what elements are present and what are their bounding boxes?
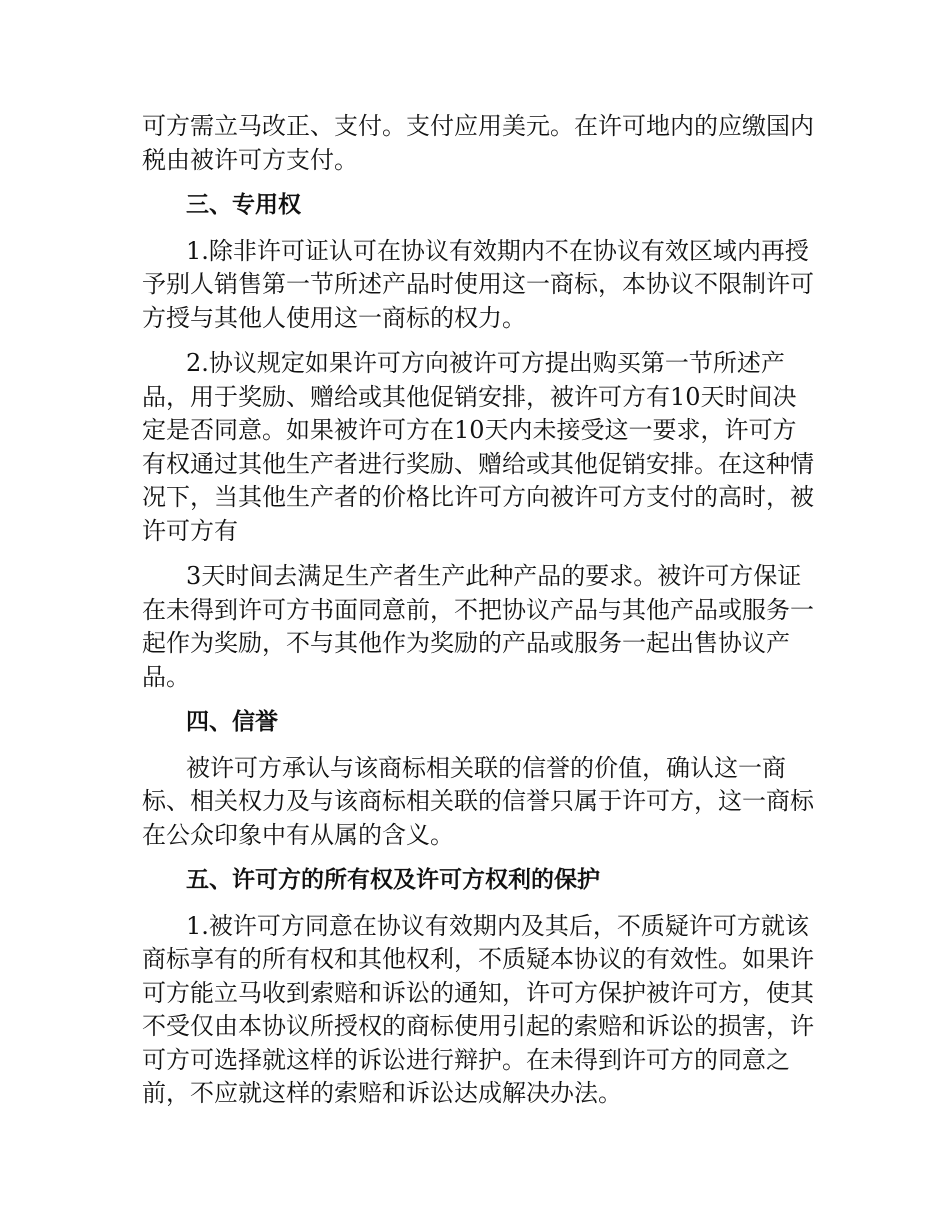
paragraph-exclusive-rights-2: 2.协议规定如果许可方向被许可方提出购买第一节所述产品，用于奖励、赠给或其他促销安排，被许可方有10天时间决定是否同意。如果被许可方在10天内未接受这一要求，许可方有权通过其他生产者进行奖励、赠给或其他促销安排。在这种情况下，当其他生产者的价格比许可方向被许可方支付的高时，被许可方有 [142,349,814,545]
paragraph-goodwill: 被许可方承认与该商标相关联的信誉的价值，确认这一商标、相关权力及与该商标相关联的信誉只属于许可方，这一商标在公众印象中有从属的含义。 [142,753,814,849]
section-heading-exclusive-rights: 三、专用权 [186,192,301,218]
section-heading-ownership-protection: 五、许可方的所有权及许可方权利的保护 [186,867,600,893]
paragraph-exclusive-rights-1: 1.除非许可证认可在协议有效期内不在协议有效区域内再授予别人销售第一节所述产品时使用这一商标，本协议不限制许可方授与其他人使用这一商标的权力。 [142,236,814,332]
paragraph-exclusive-rights-3: 3天时间去满足生产者生产此种产品的要求。被许可方保证在未得到许可方书面同意前，不把协议产品与其他产品或服务一起作为奖励，不与其他作为奖励的产品或服务一起出售协议产品。 [142,562,814,691]
paragraph-payment-continued: 可方需立马改正、支付。支付应用美元。在许可地内的应缴国内税由被许可方支付。 [142,112,814,174]
paragraph-ownership-protection-1: 1.被许可方同意在协议有效期内及其后，不质疑许可方就该商标享有的所有权和其他权利，不质疑本协议的有效性。如果许可方能立马收到索赔和诉讼的通知，许可方保护被许可方，使其不受仅由本协议所授权的商标使用引起的索赔和诉讼的损害，许可方可选择就这样的诉讼进行辩护。在未得到许可方的同意之前，不应就这样的索赔和诉讼达成解决办法。 [142,911,814,1107]
document-page [142,110,814,1123]
section-heading-goodwill: 四、信誉 [186,709,278,735]
